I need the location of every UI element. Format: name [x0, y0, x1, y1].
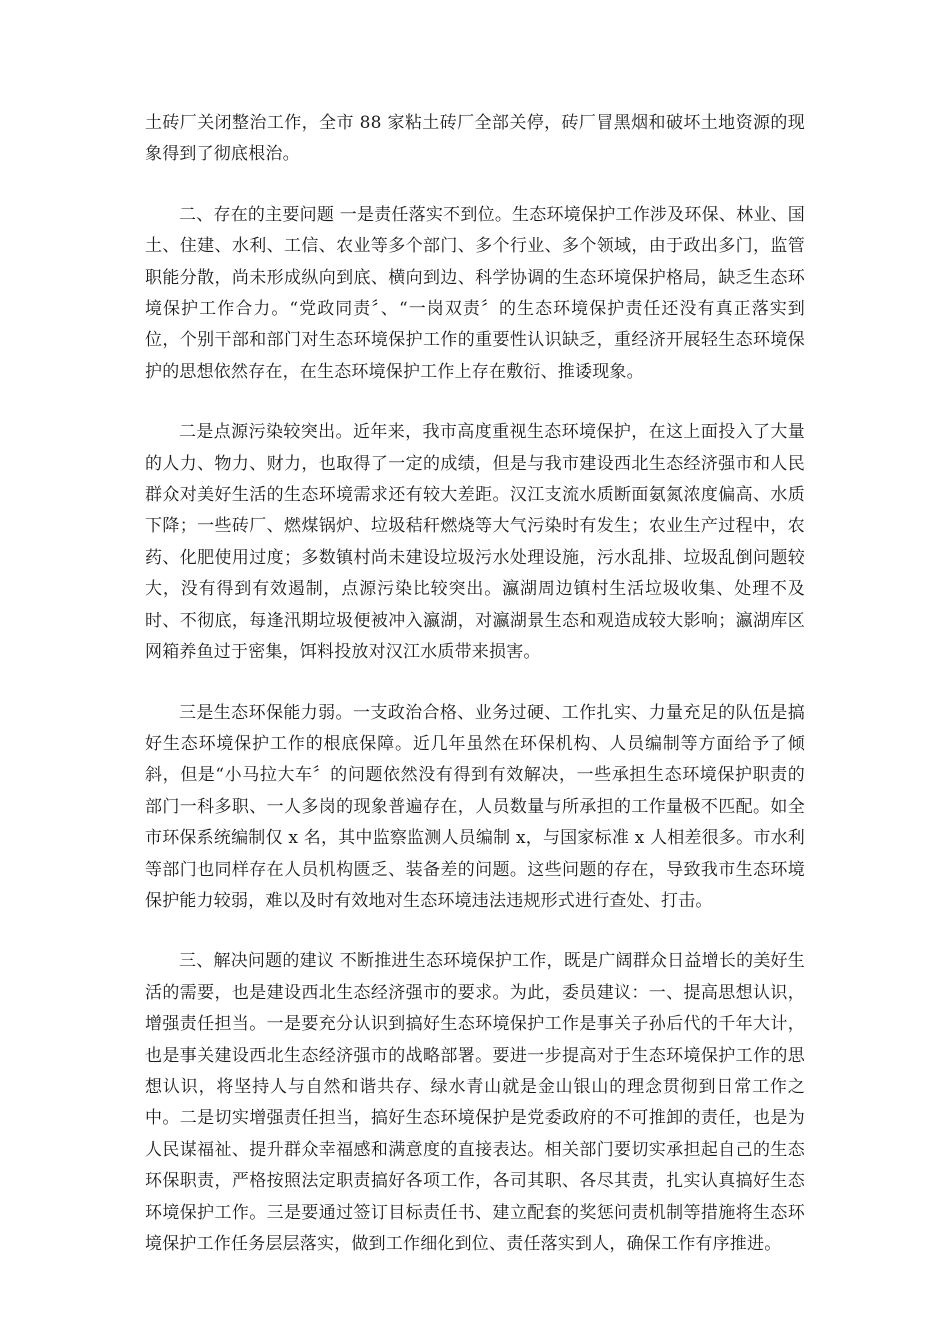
document-page	[145, 108, 805, 1289]
paragraph-weak-capacity: 三是生态环保能力弱。一支政治合格、业务过硬、工作扎实、力量充足的队伍是搞好生态环境保护工作的根底保障。近几年虽然在环保机构、人员编制等方面给予了倾斜，但是“小马拉大车〞的问题依然没有得到有效解决，一些承担生态环境保护职责的部门一科多职、一人多岗的现象普遍存在，人员数量与所承担的工作量极不匹配。如全市环保系统编制仅 x 名，其中监察监测人员编制 x，与国家标准 x 人相差很多。市水利等部门也同样存在人员机构匮乏、装备差的问题。这些问题的存在，导致我市生态环境保护能力较弱，难以及时有效地对生态环境违法违规形式进行查处、打击。	[145, 702, 805, 911]
paragraph-point-source-pollution: 二是点源污染较突出。近年来，我市高度重视生态环境保护，在这上面投入了大量的人力、物力、财力，也取得了一定的成绩，但是与我市建设西北生态经济强市和人民群众对美好生活的生态环境需求还有较大差距。汉江支流水质断面氨氮浓度偏高、水质下降；一些砖厂、燃煤锅炉、垃圾秸秆燃烧等大气污染时有发生；农业生产过程中，农药、化肥使用过度；多数镇村尚未建设垃圾污水处理设施，污水乱排、垃圾乱倒问题较大，没有得到有效遏制，点源污染比较突出。瀛湖周边镇村生活垃圾收集、处理不及时、不彻底，每逢汛期垃圾便被冲入瀛湖，对瀛湖景生态和观造成较大影响；瀛湖库区网箱养鱼过于密集，饵料投放对汉江水质带来损害。	[145, 422, 805, 663]
paragraph-suggestions: 三、解决问题的建议 不断推进生态环境保护工作，既是广阔群众日益增长的美好生活的需要，也是建设西北生态经济强市的要求。为此，委员建议：一、提高思想认识，增强责任担当。一是要充分认识到搞好生态环境保护工作是事关子孙后代的千年大计，也是事关建设西北生态经济强市的战略部署。要进一步提高对于生态环境保护工作的思想认识，将坚持人与自然和谐共存、绿水青山就是金山银山的理念贯彻到日常工作之中。二是切实增强责任担当，搞好生态环境保护是党委政府的不可推卸的责任，也是为人民谋福祉、提升群众幸福感和满意度的直接表达。相关部门要切实承担起自己的生态环保职责，严格按照法定职责搞好各项工作，各司其职、各尽其责，扎实认真搞好生态环境保护工作。三是要通过签订目标责任书、建立配套的奖惩问责机制等措施将生态环境保护工作任务层层落实，做到工作细化到位、责任落实到人，确保工作有序推进。	[145, 951, 805, 1254]
paragraph-continuation: 土砖厂关闭整治工作，全市 88 家粘土砖厂全部关停，砖厂冒黑烟和破坏土地资源的现象得到了彻底根治。	[145, 113, 805, 165]
paragraph-main-problems: 二、存在的主要问题 一是责任落实不到位。生态环境保护工作涉及环保、林业、国土、住建、水利、工信、农业等多个部门、多个行业、多个领域，由于政出多门，监管职能分散，尚未形成纵向到底、横向到边、科学协调的生态环境保护格局，缺乏生态环境保护工作合力。“党政同责〞、“一岗双责〞的生态环境保护责任还没有真正落实到位，个别干部和部门对生态环境保护工作的重要性认识缺乏，重经济开展轻生态环境保护的思想依然存在，在生态环境保护工作上存在敷衍、推诿现象。	[145, 204, 805, 382]
